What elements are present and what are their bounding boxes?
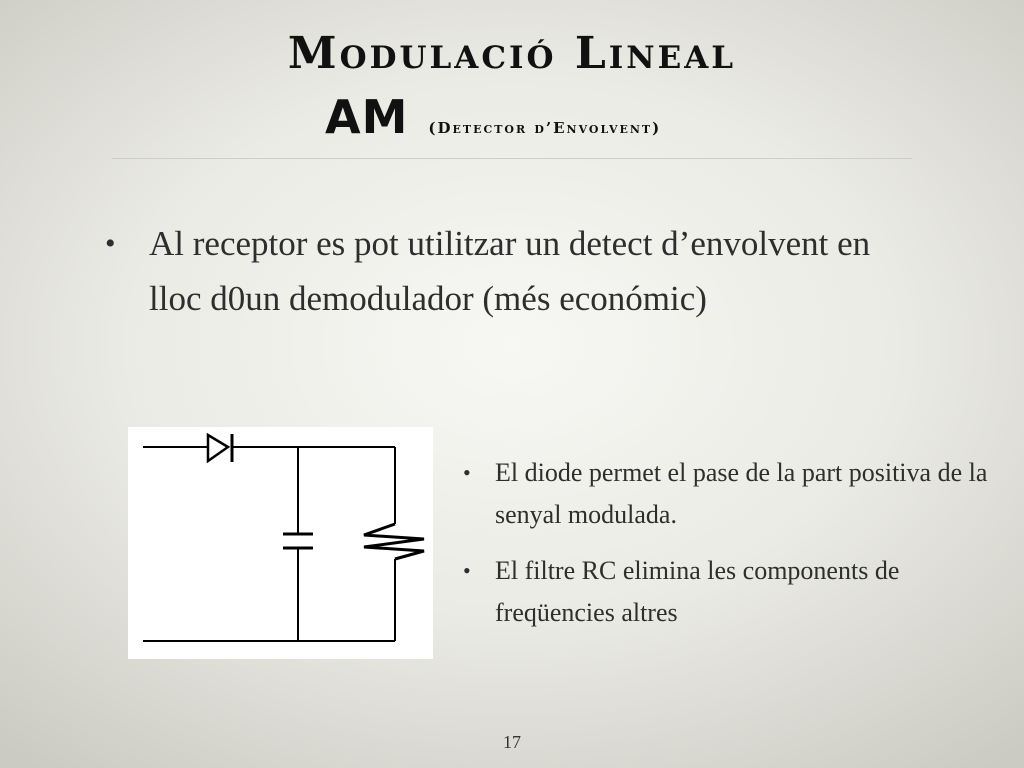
- diode-icon: [208, 435, 228, 461]
- sub-bullet-item: [463, 452, 993, 536]
- page-number: 17: [503, 732, 521, 752]
- circuit-diagram: [128, 427, 433, 659]
- bullet-dot: •: [105, 227, 116, 260]
- main-bullet: [105, 216, 905, 326]
- envelope-detector-circuit: [128, 427, 433, 659]
- slide-title: Modulació Lineal: [287, 28, 737, 79]
- sub-bullet-dot: •: [463, 460, 471, 485]
- sub-bullet-dot: •: [463, 558, 471, 583]
- sub-bullet-text: El diode permet el pase de la part positiva de la senyal modulada.: [495, 458, 988, 529]
- sub-bullet-text: El filtre RC elimina les components de freqüencies altres: [495, 556, 900, 627]
- title-divider: [112, 158, 912, 159]
- sub-bullet-list: [463, 452, 993, 648]
- subtitle-am: AM: [325, 90, 409, 144]
- main-bullet-text: Al receptor es pot utilitzar un detect d’envolvent en lloc d0un demodulador (més económic): [149, 224, 871, 318]
- resistor-icon: [364, 524, 424, 559]
- slide-subtitle: [325, 90, 661, 146]
- subtitle-note: (Detector d’Envolvent): [428, 119, 662, 137]
- sub-bullet-item: [463, 550, 993, 634]
